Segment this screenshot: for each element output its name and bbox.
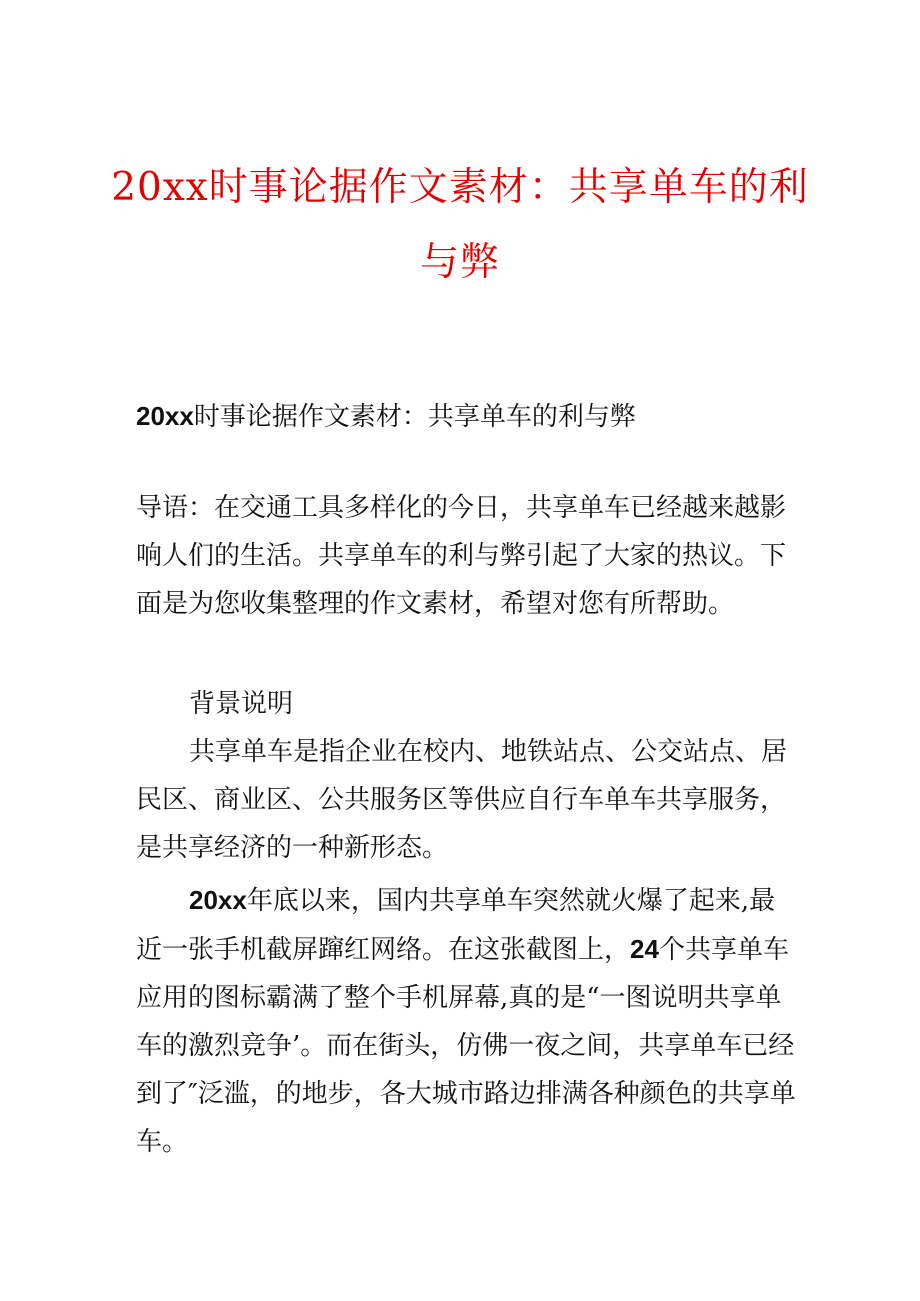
- subtitle-text: 时事论据作文素材：共享单车的利与弊: [193, 402, 636, 432]
- subtitle-year: 20xx: [136, 401, 194, 431]
- paragraph2-count: 24: [630, 934, 659, 964]
- paragraph2-text-2: 个共享单车应用的图标霸满了整个手机屏幕,真的是“一图说明共享单车的激烈竞争’。而在街头，仿佛一夜之间，共享单车已经到了″泛滥，的地步，各大城市路边排满各种颜色的共享单车。: [136, 935, 796, 1157]
- background-paragraph-1: 共享单车是指企业在校内、地铁站点、公交站点、居民区、商业区、公共服务区等供应自行车单车共享服务，是共享经济的一种新形态。: [136, 737, 788, 863]
- section-heading-text: 背景说明: [189, 689, 294, 719]
- document-subtitle: [136, 392, 796, 441]
- paragraph2-text-1: 年底以来，国内共享单车突然就火爆了起来,最近一张手机截屏蹿红网络。在这张截图上，: [136, 886, 776, 965]
- paragraph2-year: 20xx: [189, 885, 247, 915]
- document-title: 20xx时事论据作文素材：共享单车的利与弊: [111, 165, 809, 285]
- intro-paragraph: 导语：在交通工具多样化的今日，共享单车已经越来越影响人们的生活。共享单车的利与弊引起了大家的热议。下面是为您收集整理的作文素材，希望对您有所帮助。: [136, 493, 787, 619]
- background-paragraph-2: [136, 876, 796, 1166]
- section-heading: [136, 680, 796, 728]
